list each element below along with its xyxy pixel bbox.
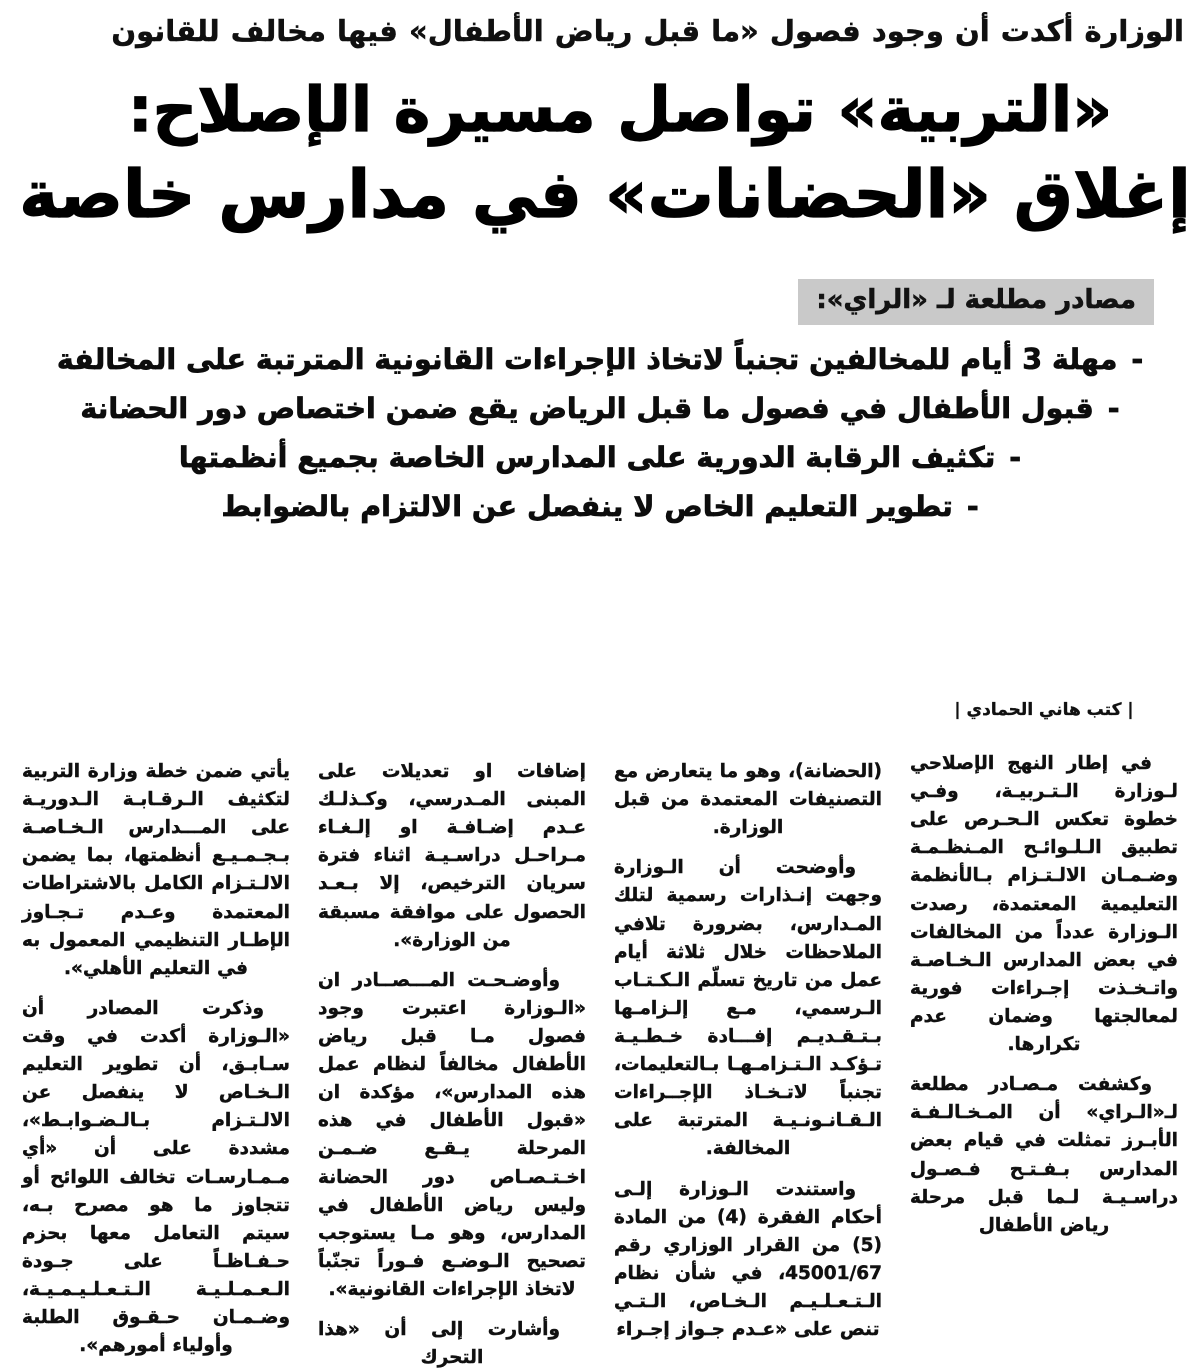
page-title xyxy=(0,72,1200,233)
bullet-text: تكثيف الرقابة الدورية على المدارس الخاصة بجميع أنظمتها xyxy=(178,441,996,475)
summary-bullet-item xyxy=(14,488,1186,525)
column-top-spacer xyxy=(614,700,882,758)
summary-bullet-item xyxy=(14,341,1186,378)
bullet-text: مهلة 3 أيام للمخالفين تجنباً لاتخاذ الإجراءات القانونية المترتبة على المخالفة xyxy=(56,343,1118,377)
paragraph: وأوضـحـت المـــصــادر ان «الـوزارة اعتبرت وجود فصول مـا قبل رياض الأطفال مخالفاً لنظام عمل هذه المدارس»، مؤكدة ان «قبول الأطفال في هذه المرحلة يـقـع ضـمـن اخـتـصـاص دور الحضانة وليس رياض الأطفال في المدارس، وهو مـا يستوجب تصحيح الـوضـع فـوراً تجنّباً لاتخاذ الإجراءات القانونية». xyxy=(318,969,586,1300)
paragraph: (الحضانة)، وهو ما يتعارض مع التصنيفات المعتمدة من قبل الوزارة. xyxy=(614,761,882,839)
article-kicker: الوزارة أكدت أن وجود فصول «ما قبل رياض الأطفال» فيها مخالف للقانون xyxy=(111,14,1184,48)
headline-line-1: «التربية» تواصل مسيرة الإصلاح: xyxy=(127,72,1113,146)
column-top-spacer xyxy=(318,700,586,758)
summary-bullet-item xyxy=(14,390,1186,427)
paragraph: إضافات او تعديلات على المبنى المـدرسي، وكـذلـك عـدم إضـافـة او إلـغـاء مـراحـل دراسـيـة اثناء فترة سريان الترخيص، إلا بـعـد الحصول على موافقة مسبقة من الوزارة». xyxy=(318,761,586,951)
paragraph: وأشارت إلى أن «هذا التحرك xyxy=(318,1319,560,1369)
sources-tagline-badge: مصادر مطلعة لـ «الراي»: xyxy=(798,279,1154,325)
column-top-spacer xyxy=(22,700,290,758)
paragraph: يأتي ضمن خطة وزارة التربية لتكثيف الـرقـابـة الـدوريـة على المـــدارس الـخـاصـة بـجـمـيـع أنظمتها، بما يضمن الالـتـزام الكامل بالاشتراطات المعتمدة وعـدم تـجـاوز الإطـار التنظيمي المعمول به في التعليم الأهلي». xyxy=(22,761,290,979)
paragraph: واستندت الـوزارة إلـى أحكام الفقرة (4) من المادة (5) من القرار الوزاري رقم 45001/67، في شأن نظام الـتـعـلـيـم الـخـاص، الـتـي تنص على «عـدم جـواز إجـراء xyxy=(614,1178,882,1341)
bullet-text: قبول الأطفال في فصول ما قبل الرياض يقع ضمن اختصاص دور الحضانة xyxy=(80,392,1094,426)
bullet-dash: - xyxy=(1131,343,1144,377)
paragraph: وأوضحت أن الـوزارة وجهت إنـذارات رسمية لتلك المـدارس، بضرورة تلافي الملاحظات خلال ثلاثة أيام عمل من تاريخ تسلّم الـكـتـاب الـرسمي، مـع إلـزامـها بـتـقـديـم إفـــادة خـطـيـة تـؤكـد الـتـزامـهـا بـالتعليمات، تجنباً لاتـخـاذ الإجــراءات الـقـانـونـيـة المترتبة على المخالفة. xyxy=(614,857,882,1160)
paragraph: في إطار النهج الإصلاحي لـوزارة الـتـربيـة، وفـي خطوة تعكس الـحـرص على تطبيق الـلـوائـح المـنظـمـة وضـمـان الالـتـزام بـالأنظمة التعليمية المعتمدة، رصدت الـوزارة عدداً من المخالفات في بعض المدارس الـخـاصـة واتـخـذت إجـراءات فورية لمعالجتها وضمان عدم تكرارها. xyxy=(910,753,1178,1056)
bullet-dash: - xyxy=(966,490,979,524)
paragraph: وذكرت المصادر أن «الـوزارة أكدت في وقت سـابـق، أن تطوير التعليم الـخـاص لا ينفصل عن الالـتـزام بـالـضـوابـط»، مشددة على أن «أي مـمـارسـات تخالف اللوائح أو تتجاوز ما هو مصرح بـه، سيتم التعامل معها بحزم حـفـاظـاً على جـودة الـعـمـلـيـة الـتـعـلـيـمـيـة، وضـمـان حـقـوق الطلبة وأولياء أمورهم». xyxy=(22,997,290,1357)
bullet-text: تطوير التعليم الخاص لا ينفصل عن الالتزام بالضوابط xyxy=(221,490,953,524)
byline: | كتب هاني الحمادي | xyxy=(954,700,1134,720)
bullet-dash: - xyxy=(1009,441,1022,475)
summary-bullet-item xyxy=(14,439,1186,476)
summary-bullet-list xyxy=(0,341,1200,525)
article-column-2 xyxy=(600,700,896,1372)
article-body xyxy=(0,700,1200,1372)
article-column-3 xyxy=(304,700,600,1372)
article-column-1 xyxy=(896,700,1192,1372)
article-column-4 xyxy=(8,700,304,1372)
paragraph: وكشفت مـصـادر مطلعة لـ«الـراي» أن المـخـالـفـة الأبـرز تمثلت في قيام بعض المدارس بـفـتـح فـصـول دراسـيـة لـما قبل مرحلة رياض الأطفال xyxy=(910,1074,1178,1236)
sources-tagline-row xyxy=(0,253,1200,325)
bullet-dash: - xyxy=(1107,392,1120,426)
headline-line-2: إغلاق «الحضانات» في مدارس خاصة xyxy=(19,156,1191,233)
